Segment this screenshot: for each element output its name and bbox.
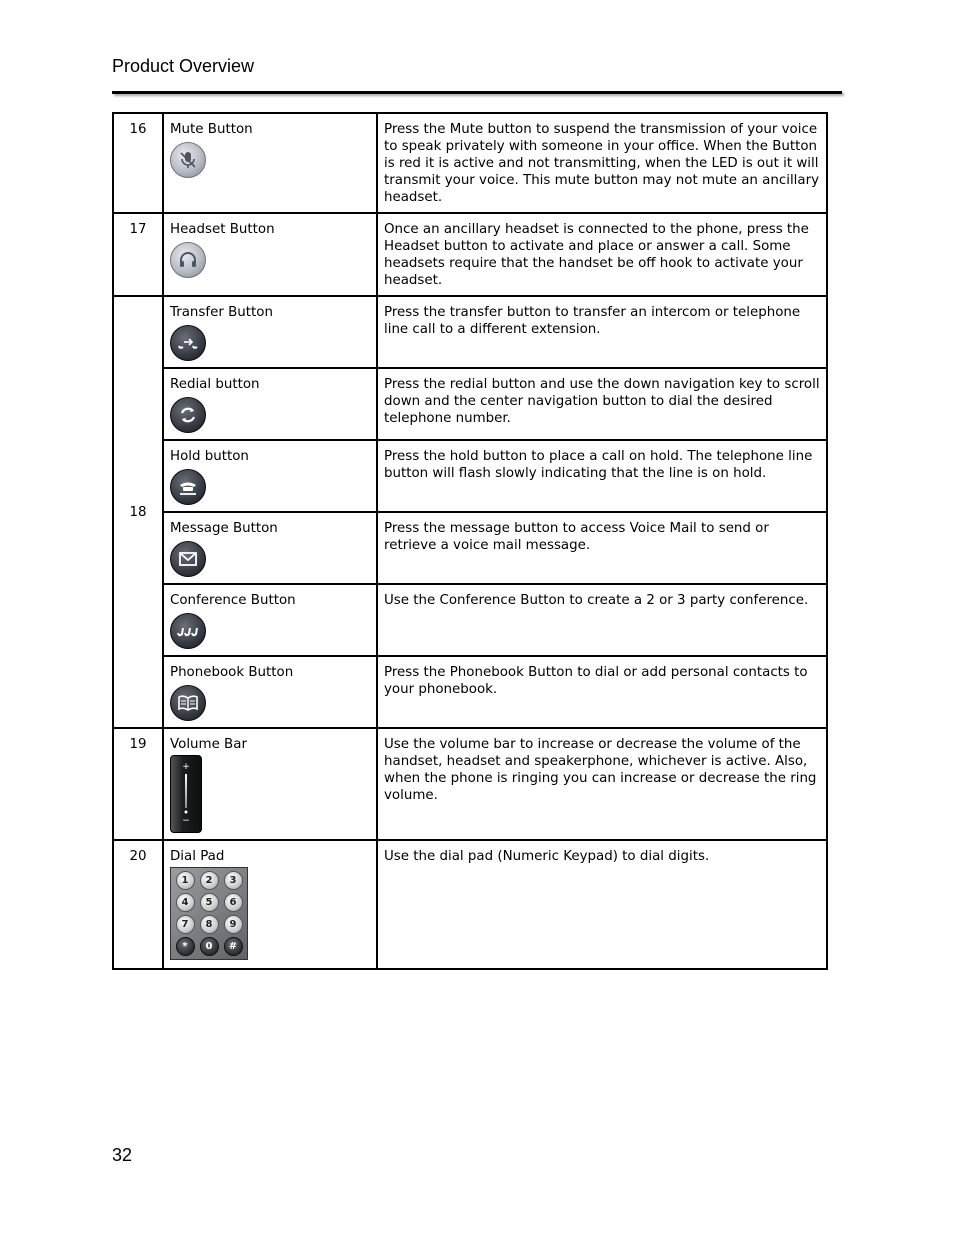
phonebook-icon [170, 685, 206, 721]
button-name: Redial button [170, 377, 260, 392]
dial-key-6: 6 [224, 893, 243, 912]
button-description: Press the Mute button to suspend the transmission of your voice to speak privately with someone in your office. When the Button is red it is active and not transmitting, when the LED is out it will transmit your voice. This mute button may not mute an ancillary headset. [377, 113, 827, 213]
dial-key-hash: # [224, 937, 243, 956]
button-description: Press the message button to access Voice Mail to send or retrieve a voice mail message. [377, 512, 827, 584]
conference-icon [170, 613, 206, 649]
button-description: Use the Conference Button to create a 2 or 3 party conference. [377, 584, 827, 656]
button-name: Volume Bar [170, 737, 247, 752]
button-description: Press the Phonebook Button to dial or add personal contacts to your phonebook. [377, 656, 827, 728]
table-row [113, 440, 827, 512]
table-row [113, 213, 827, 296]
dial-pad-icon [170, 867, 248, 960]
button-description: Press the hold button to place a call on hold. The telephone line button will flash slowly indicating that the line is on hold. [377, 440, 827, 512]
mute-icon [170, 142, 206, 178]
button-description: Use the volume bar to increase or decrease the volume of the handset, headset and speakerphone, whichever is active. Also, when the phone is ringing you can increase or decrease the ring volume. [377, 728, 827, 840]
table-row [113, 840, 827, 969]
message-icon [170, 541, 206, 577]
hold-icon [170, 469, 206, 505]
button-name: Conference Button [170, 593, 296, 608]
dial-key-5: 5 [200, 893, 219, 912]
volume-bar-icon [170, 755, 202, 833]
table-row [113, 113, 827, 213]
dial-key-9: 9 [224, 915, 243, 934]
button-description-table [112, 112, 828, 970]
table-row [113, 656, 827, 728]
button-name: Hold button [170, 449, 249, 464]
button-description: Press the redial button and use the down navigation key to scroll down and the center navigation button to dial the desired telephone number. [377, 368, 827, 440]
dial-key-0: 0 [200, 937, 219, 956]
table-row [113, 728, 827, 840]
dial-key-2: 2 [200, 871, 219, 890]
dial-key-8: 8 [200, 915, 219, 934]
button-name: Headset Button [170, 222, 275, 237]
dial-key-4: 4 [176, 893, 195, 912]
dial-key-3: 3 [224, 871, 243, 890]
table-row [113, 296, 827, 368]
table-row [113, 584, 827, 656]
button-description: Press the transfer button to transfer an intercom or telephone line call to a different extension. [377, 296, 827, 368]
button-name: Dial Pad [170, 849, 225, 864]
headset-icon [170, 242, 206, 278]
volume-minus-label: − [182, 816, 190, 826]
button-name: Message Button [170, 521, 278, 536]
button-description: Use the dial pad (Numeric Keypad) to dial digits. [377, 840, 827, 969]
dial-key-1: 1 [176, 871, 195, 890]
row-number: 16 [113, 113, 163, 213]
table-row [113, 512, 827, 584]
volume-plus-label: + [182, 762, 190, 772]
button-name: Mute Button [170, 122, 253, 137]
button-description: Once an ancillary headset is connected to the phone, press the Headset button to activate and place or answer a call. Some headsets require that the handset be off hook to activate your headset. [377, 213, 827, 296]
dial-key-star: * [176, 937, 195, 956]
row-number: 17 [113, 213, 163, 296]
table-row [113, 368, 827, 440]
row-number: 18 [113, 296, 163, 728]
redial-icon [170, 397, 206, 433]
dial-key-7: 7 [176, 915, 195, 934]
button-name: Phonebook Button [170, 665, 294, 680]
row-number: 19 [113, 728, 163, 840]
row-number: 20 [113, 840, 163, 969]
transfer-icon [170, 325, 206, 361]
page-header-title: Product Overview [112, 56, 255, 76]
header-rule [112, 91, 842, 94]
button-name: Transfer Button [170, 305, 273, 320]
page-number: 32 [112, 1145, 133, 1165]
